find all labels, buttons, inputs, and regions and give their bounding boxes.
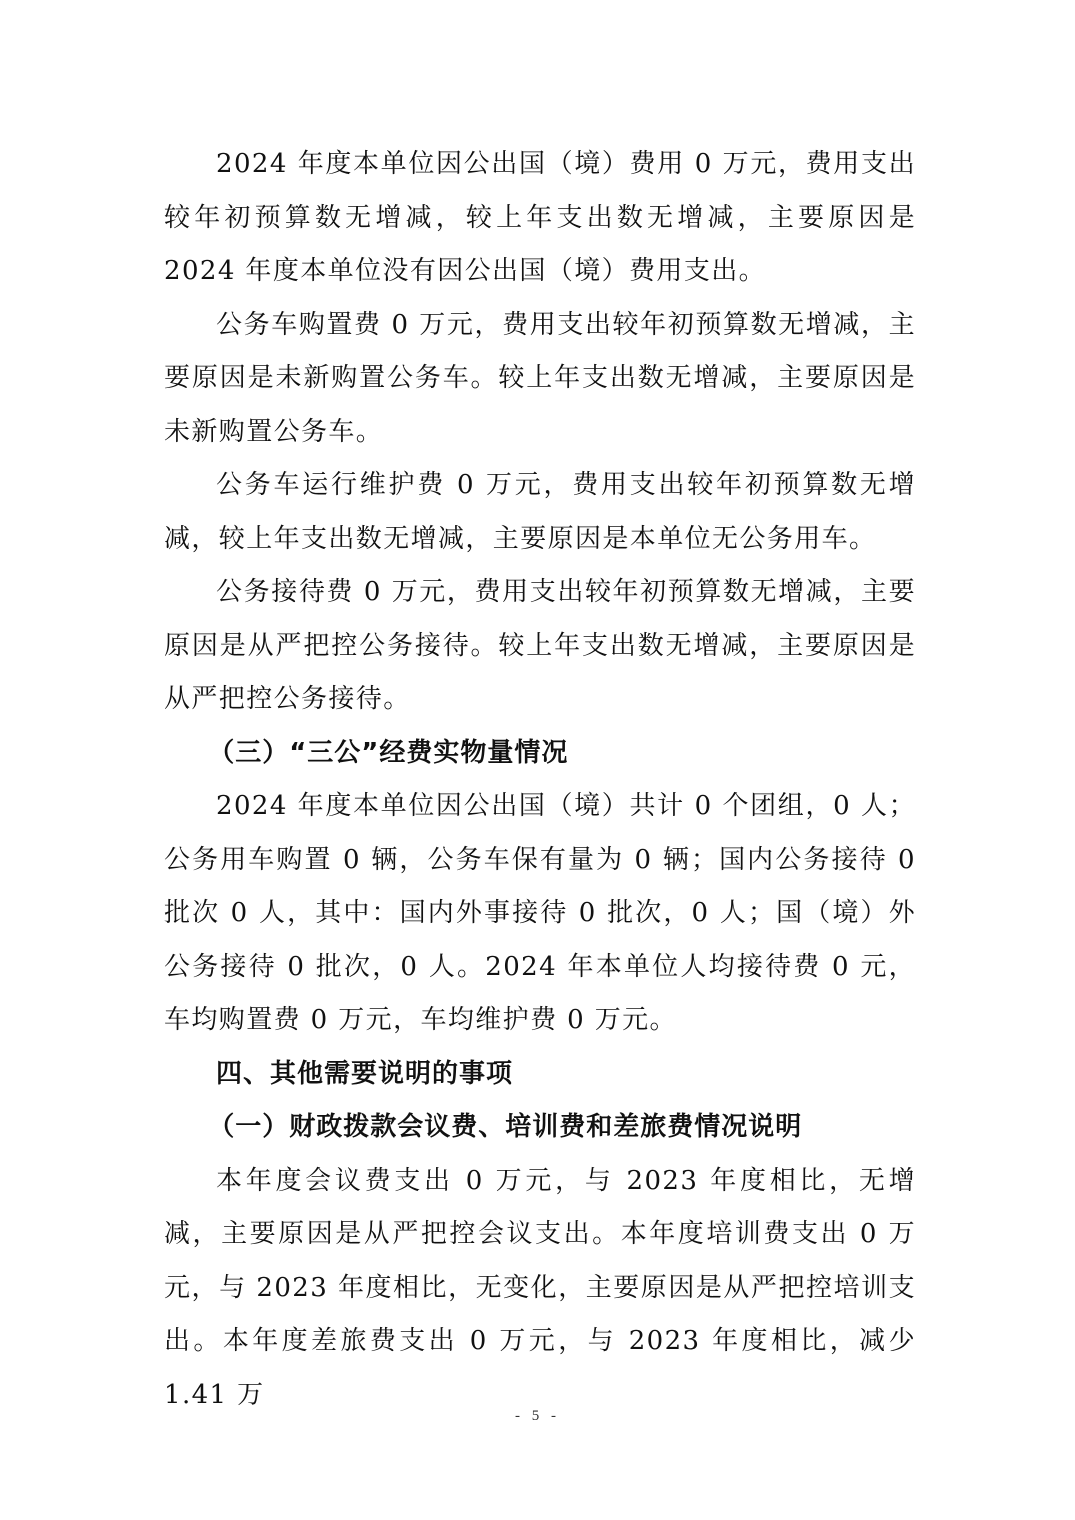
page-body: [164, 138, 916, 1422]
page-number: - 5 -: [515, 1408, 560, 1424]
paragraph-overseas-travel: 2024 年度本单位因公出国（境）费用 0 万元，费用支出较年初预算数无增减，较上年支出数无增减，主要原因是 2024 年度本单位没有因公出国（境）费用支出。: [164, 149, 916, 286]
paragraph-reception: 公务接待费 0 万元，费用支出较年初预算数无增减，主要原因是从严把控公务接待。较上年支出数无增减，主要原因是从严把控公务接待。: [164, 577, 916, 714]
section-heading-other-matters: 四、其他需要说明的事项: [216, 1058, 514, 1089]
paragraph-vehicle-purchase: 公务车购置费 0 万元，费用支出较年初预算数无增减，主要原因是未新购置公务车。较上年支出数无增减，主要原因是未新购置公务车。: [164, 309, 916, 447]
subheading-meeting-training-travel: （一）财政拨款会议费、培训费和差旅费情况说明: [208, 1112, 803, 1142]
paragraph-physical-quantity: 2024 年度本单位因公出国（境）共计 0 个团组，0 人；公务用车购置 0 辆，公务车保有量为 0 辆；国内公务接待 0 批次 0 人，其中：国内外事接待 0 批次，0 人；国（境）外公务接待 0 批次，0 人。2024 年本单位人均接待费 0 元，车均购置费 0 万元，车均维护费 0 万元。: [164, 791, 916, 1035]
paragraph-vehicle-maintenance: 公务车运行维护费 0 万元，费用支出较年初预算数无增减，较上年支出数无增减，主要原因是本单位无公务用车。: [164, 470, 916, 554]
paragraph-meeting-training-travel: 本年度会议费支出 0 万元，与 2023 年度相比，无增减，主要原因是从严把控会议支出。本年度培训费支出 0 万元，与 2023 年度相比，无变化，主要原因是从严把控培训支出。本年度差旅费支出 0 万元，与 2023 年度相比，减少 1.41 万: [164, 1165, 916, 1410]
subheading-physical-quantity: （三）“三公”经费实物量情况: [208, 737, 569, 768]
